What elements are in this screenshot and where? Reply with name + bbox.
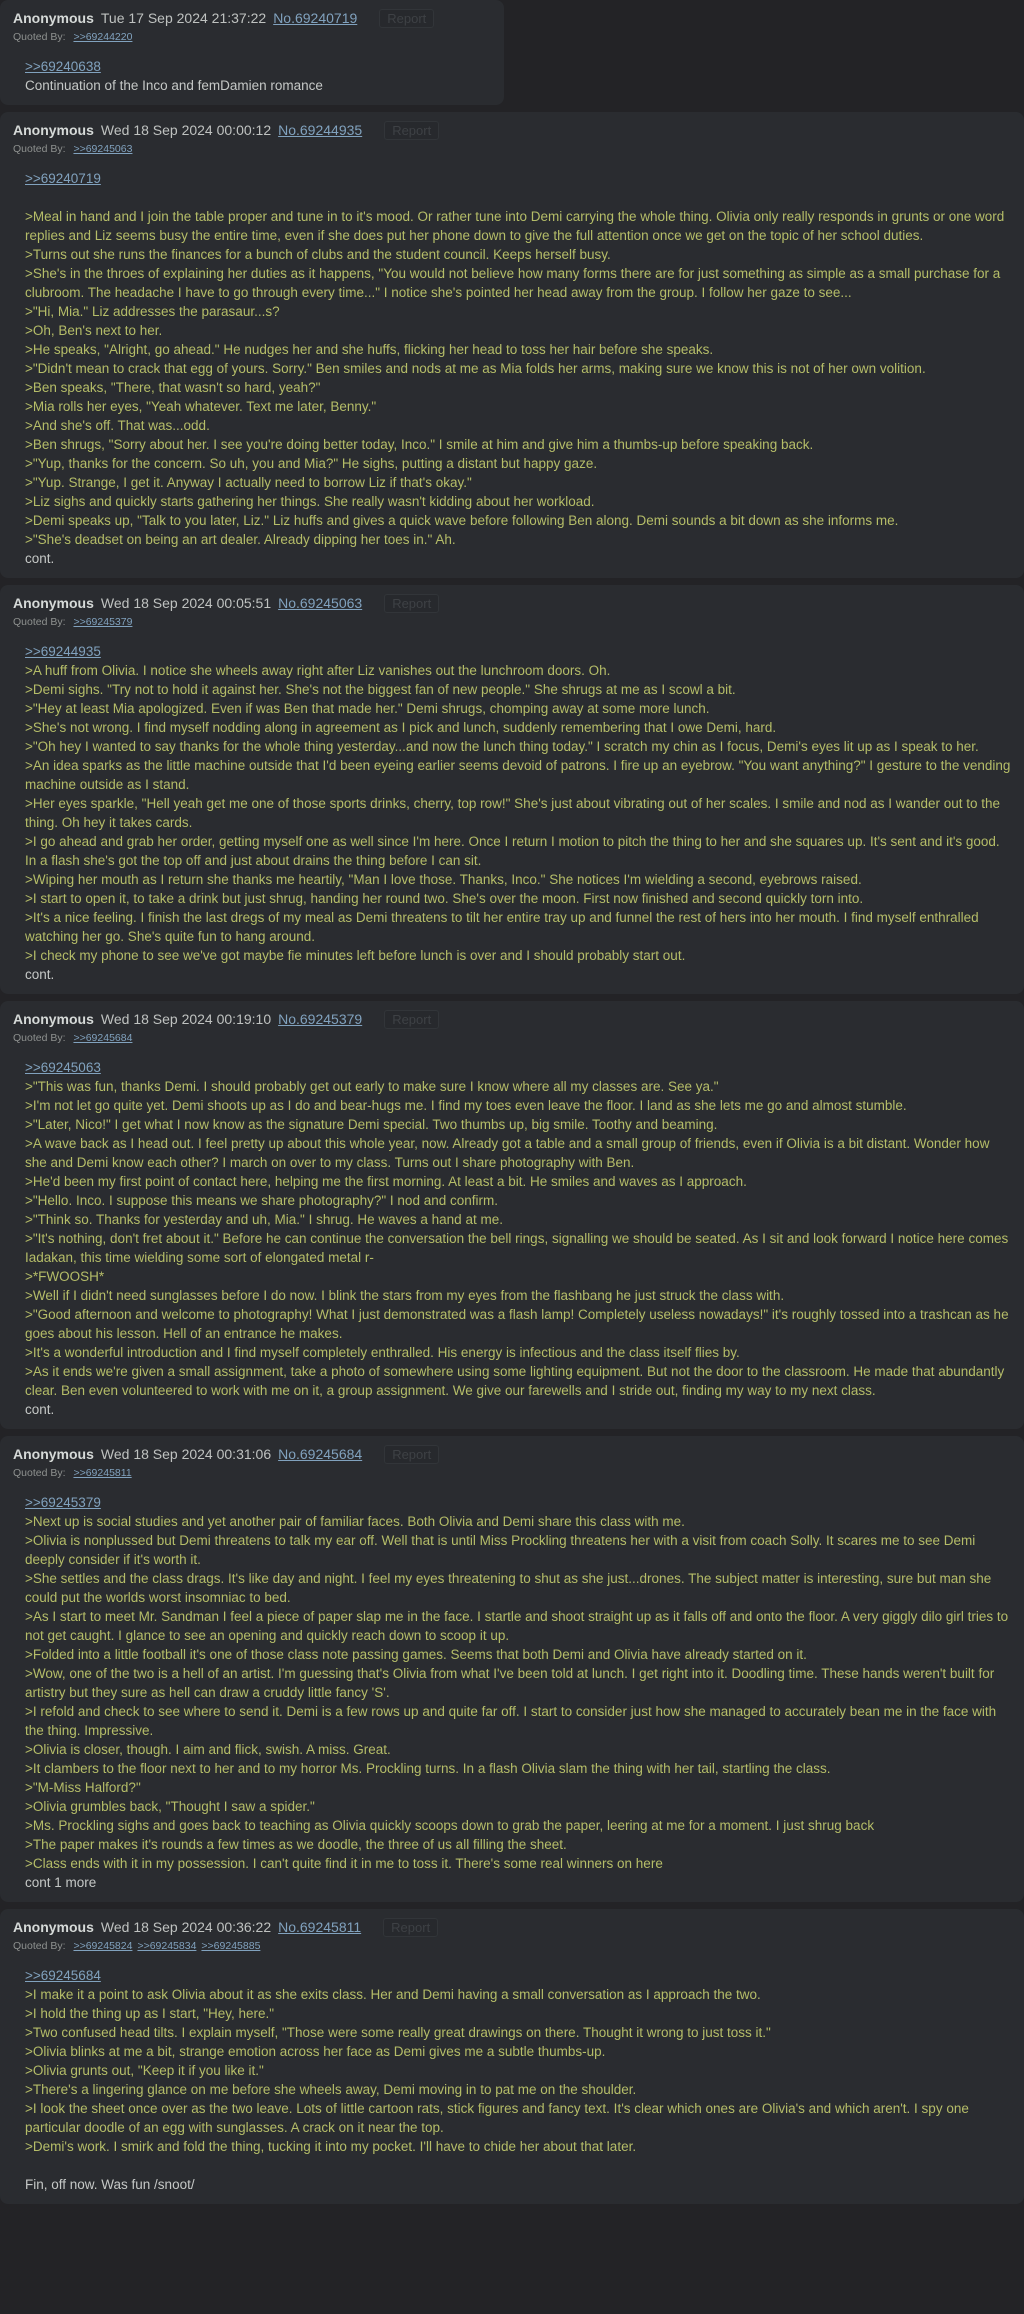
quote-link[interactable]: >>69245684 <box>25 1968 101 1983</box>
post-number-link[interactable]: No.69240719 <box>273 10 358 26</box>
post-header <box>13 1444 1012 1465</box>
greentext-line: >Demi's work. I smirk and fold the thing, tucking it into my pocket. I'll have to chide her about that later. <box>25 2139 637 2154</box>
quoted-by-link[interactable]: >>69245885 <box>201 1940 261 1952</box>
greentext-line: >Next up is social studies and yet another pair of familiar faces. Both Olivia and Demi share this class with me. <box>25 1514 685 1529</box>
greentext-line: >Folded into a little football it's one of those class note passing games. Seems that both Demi and Olivia have already started on it. <box>25 1647 807 1662</box>
greentext-line: >Two confused head tilts. I explain myself, "Those were some really great drawings on there. Thought it wrong to just toss it." <box>25 2025 771 2040</box>
quoted-by <box>13 1031 1012 1045</box>
quote-link[interactable]: >>69240638 <box>25 59 101 74</box>
text-line: cont. <box>25 1402 55 1417</box>
greentext-line: >I hold the thing up as I start, "Hey, here." <box>25 2006 275 2021</box>
blank-line <box>25 188 1012 207</box>
greentext-line: >Liz sighs and quickly starts gathering her things. She really wasn't kidding about her workload. <box>25 494 595 509</box>
quoted-by <box>13 1939 1012 1953</box>
report-button[interactable]: Report <box>379 9 434 28</box>
greentext-line: >An idea sparks as the little machine outside that I'd been eyeing earlier seems devoid of patrons. I fire up an eyebrow. "You want anything?" I gesture to the vending machine outside as I stand. <box>25 758 1011 792</box>
quoted-by <box>13 615 1012 629</box>
post-number-link[interactable]: No.69245379 <box>278 1011 363 1027</box>
greentext-line: >Wow, one of the two is a hell of an artist. I'm guessing that's Olivia from what I've been told at lunch. I get right into it. Doodling time. These hands weren't built for artistry but they sure as hell can draw a cruddy little fancy 'S'. <box>25 1666 995 1700</box>
quoted-by-link[interactable]: >>69245379 <box>73 616 133 628</box>
greentext-line: >Ben speaks, "There, that wasn't so hard, yeah?" <box>25 380 321 395</box>
poster-name: Anonymous <box>13 122 94 138</box>
greentext-line: >A wave back as I head out. I feel pretty up about this whole year, now. Already got a table and a small group of friends, even if Olivia is a bit distant. Wonder how she and Demi know each other? I march on over to my class. Turns out I share photography with Ben. <box>25 1136 990 1170</box>
greentext-line: >Olivia blinks at me a bit, strange emotion across her face as Demi gives me a subtle thumbs-up. <box>25 2044 606 2059</box>
greentext-line: >Turns out she runs the finances for a bunch of clubs and the student council. Keeps herself busy. <box>25 247 611 262</box>
greentext-line: >I go ahead and grab her order, getting myself one as well since I'm here. Once I return I motion to pitch the thing to her and she squares up. It's sent and it's good. In a flash she's got the top off and just about drains the thing before I can sit. <box>25 834 1000 868</box>
greentext-line: >She settles and the class drags. It's like day and night. I feel my eyes threatening to shut as she just...drones. The subject matter is interesting, sure but man she could put the worlds worst insomniac to bed. <box>25 1571 992 1605</box>
greentext-line: >As I start to meet Mr. Sandman I feel a piece of paper slap me in the face. I startle and shoot straight up as it falls off and onto the floor. A very giggly dilo girl tries to not get caught. I glance to see an opening and quickly reach down to scoop it up. <box>25 1609 1009 1643</box>
greentext-line: >Class ends with it in my possession. I can't quite find it in me to toss it. There's some real winners on here <box>25 1856 663 1871</box>
post-header <box>13 593 1012 614</box>
post <box>0 1436 1024 1902</box>
greentext-line: >A huff from Olivia. I notice she wheels away right after Liz vanishes out the lunchroom doors. Oh. <box>25 663 611 678</box>
quoted-by-label: Quoted By: <box>13 31 66 43</box>
quoted-by-link[interactable]: >>69245824 <box>73 1940 133 1952</box>
poster-name: Anonymous <box>13 1011 94 1027</box>
greentext-line: >She's not wrong. I find myself nodding along in agreement as I pick and lunch, suddenly remembering that I owe Demi, hard. <box>25 720 777 735</box>
greentext-line: >Her eyes sparkle, "Hell yeah get me one of those sports drinks, cherry, top row!" She's just about vibrating out of her scales. I smile and nod as I wander out to the thing. Oh hey it takes cards. <box>25 796 1001 830</box>
quoted-by-label: Quoted By: <box>13 143 66 155</box>
quoted-by-link[interactable]: >>69245811 <box>73 1467 132 1479</box>
quoted-by <box>13 30 434 44</box>
greentext-line: >"Hey at least Mia apologized. Even if was Ben that made her." Demi shrugs, chomping away at some more lunch. <box>25 701 710 716</box>
quote-link[interactable]: >>69245379 <box>25 1495 101 1510</box>
greentext-line: >Ben shrugs, "Sorry about her. I see you're doing better today, Inco." I smile at him and give him a thumbs-up before speaking back. <box>25 437 814 452</box>
greentext-line: >"Think so. Thanks for yesterday and uh, Mia." I shrug. He waves a hand at me. <box>25 1212 503 1227</box>
text-line: cont. <box>25 967 55 982</box>
quoted-by-label: Quoted By: <box>13 1032 66 1044</box>
blank-line <box>25 2156 1012 2175</box>
post-body <box>25 1493 1012 1892</box>
post-body <box>25 642 1012 984</box>
post <box>0 112 1024 578</box>
post-body <box>25 1966 1012 2194</box>
greentext-line: >It's a nice feeling. I finish the last dregs of my meal as Demi threatens to tilt her entire tray up and funnel the rest of hers into her mouth. I find myself enthralled watching her go. She's quite fun to hang around. <box>25 910 979 944</box>
quoted-by-link[interactable]: >>69245834 <box>137 1940 197 1952</box>
greentext-line: >"M-Miss Halford?" <box>25 1780 141 1795</box>
greentext-line: >*FWOOSH* <box>25 1269 105 1284</box>
greentext-line: >There's a lingering glance on me before she wheels away, Demi moving in to pat me on the shoulder. <box>25 2082 637 2097</box>
greentext-line: >Meal in hand and I join the table proper and tune in to it's mood. Or rather tune into Demi carrying the whole thing. Olivia only really responds in grunts or one word replies and Liz seems busy the entire time, even if she does put her phone down to give the full attention once we get on the topic of her school duties. <box>25 209 1005 243</box>
greentext-line: >Olivia is nonplussed but Demi threatens to talk my ear off. Well that is until Miss Prockling threatens her with a visit from coach Solly. It scares me to see Demi deeply consider if it's worth it. <box>25 1533 976 1567</box>
body-line <box>25 57 434 76</box>
post-header <box>13 1917 1012 1938</box>
text-line: cont 1 more <box>25 1875 97 1890</box>
greentext-line: >Oh, Ben's next to her. <box>25 323 163 338</box>
quote-link[interactable]: >>69245063 <box>25 1060 101 1075</box>
report-button[interactable]: Report <box>384 594 439 613</box>
body-line <box>25 1493 1012 1512</box>
greentext-line: >Demi speaks up, "Talk to you later, Liz." Liz huffs and gives a quick wave before following Ben along. Demi sounds a bit down as she informs me. <box>25 513 899 528</box>
body-line <box>25 169 1012 188</box>
greentext-line: >As it ends we're given a small assignment, take a photo of somewhere using some lighting equipment. But not the door to the classroom. He made that abundantly clear. Ben even volunteered to work with me on it, a group assignment. We give our farewells and I stride out, finding my way to my next class. <box>25 1364 1005 1398</box>
greentext-line: >Ms. Prockling sighs and goes back to teaching as Olivia quickly scoops down to grab the paper, leering at me for a moment. I just shrug back <box>25 1818 875 1833</box>
post-timestamp: Wed 18 Sep 2024 00:00:12 <box>100 122 272 138</box>
quoted-by-link[interactable]: >>69245063 <box>73 143 133 155</box>
quoted-by-label: Quoted By: <box>13 1467 66 1479</box>
greentext-line: >"Hello. Inco. I suppose this means we share photography?" I nod and confirm. <box>25 1193 498 1208</box>
greentext-line: >"Hi, Mia." Liz addresses the parasaur...s? <box>25 304 280 319</box>
post-number-link[interactable]: No.69245811 <box>278 1919 362 1935</box>
greentext-line: >I start to open it, to take a drink but just shrug, handing her round two. She's over the moon. First now finished and second quickly torn into. <box>25 891 864 906</box>
post-number-link[interactable]: No.69245684 <box>278 1446 363 1462</box>
quote-link[interactable]: >>69240719 <box>25 171 101 186</box>
text-line: Continuation of the Inco and femDamien romance <box>25 78 323 93</box>
text-line: Fin, off now. Was fun /snoot/ <box>25 2177 195 2192</box>
quoted-by-link[interactable]: >>69244220 <box>73 31 133 43</box>
text-line: cont. <box>25 551 55 566</box>
post-timestamp: Wed 18 Sep 2024 00:05:51 <box>100 595 272 611</box>
greentext-line: >Olivia is closer, though. I aim and flick, swish. A miss. Great. <box>25 1742 391 1757</box>
poster-name: Anonymous <box>13 1446 94 1462</box>
report-button[interactable]: Report <box>384 121 439 140</box>
greentext-line: >"She's deadset on being an art dealer. Already dipping her toes in." Ah. <box>25 532 456 547</box>
post-timestamp: Wed 18 Sep 2024 00:36:22 <box>100 1919 272 1935</box>
post-timestamp: Tue 17 Sep 2024 21:37:22 <box>100 10 267 26</box>
quote-link[interactable]: >>69244935 <box>25 644 101 659</box>
greentext-line: >She's in the throes of explaining her duties as it happens, "You would not believe how many forms there are for just something as simple as a small purchase for a clubroom. The headache I have to go through every time..." I notice she's pointed her head away from the group. I follow her gaze to see... <box>25 266 1001 300</box>
greentext-line: >Olivia grunts out, "Keep it if you like it." <box>25 2063 264 2078</box>
poster-name: Anonymous <box>13 1919 94 1935</box>
post-header <box>13 120 1012 141</box>
greentext-line: >"It's nothing, don't fret about it." Before he can continue the conversation the bell rings, signalling we should be seated. As I sit and look forward I notice here comes Iadakan, this time wielding some sort of elongated metal r- <box>25 1231 1009 1265</box>
greentext-line: >Mia rolls her eyes, "Yeah whatever. Text me later, Benny." <box>25 399 377 414</box>
greentext-line: >The paper makes it's rounds a few times as we doodle, the three of us all filling the sheet. <box>25 1837 567 1852</box>
report-button[interactable]: Report <box>383 1918 438 1937</box>
post-timestamp: Wed 18 Sep 2024 00:31:06 <box>100 1446 272 1462</box>
report-button[interactable]: Report <box>384 1445 439 1464</box>
greentext-line: >Olivia grumbles back, "Thought I saw a spider." <box>25 1799 315 1814</box>
post-body <box>25 1058 1012 1419</box>
greentext-line: >Wiping her mouth as I return she thanks me heartily, "Man I love those. Thanks, Inco." She notices I'm wielding a second, eyebrows raised. <box>25 872 862 887</box>
greentext-line: >I check my phone to see we've got maybe fie minutes left before lunch is over and I should probably start out. <box>25 948 686 963</box>
body-line <box>25 1966 1012 1985</box>
greentext-line: >"Yup, thanks for the concern. So uh, you and Mia?" He sighs, putting a distant but happy gaze. <box>25 456 598 471</box>
poster-name: Anonymous <box>13 10 94 26</box>
greentext-line: >"Good afternoon and welcome to photography! What I just demonstrated was a flash lamp! Completely useless nowadays!" it's roughly tossed into a trashcan as he goes about his lesson. Hell of an entrance he makes. <box>25 1307 1009 1341</box>
quoted-by <box>13 142 1012 156</box>
greentext-line: >"This was fun, thanks Demi. I should probably get out early to make sure I know where all my classes are. See ya." <box>25 1079 719 1094</box>
greentext-line: >Well if I didn't need sunglasses before I do now. I blink the stars from my eyes from the flashbang he just struck the class with. <box>25 1288 785 1303</box>
body-line <box>25 642 1012 661</box>
greentext-line: >I'm not let go quite yet. Demi shoots up as I do and bear-hugs me. I find my toes even leave the floor. I land as she lets me go and almost stumble. <box>25 1098 907 1113</box>
report-button[interactable]: Report <box>384 1010 439 1029</box>
greentext-line: >I look the sheet once over as the two leave. Lots of little cartoon rats, stick figures and fancy text. It's clear which ones are Olivia's and which aren't. I spy one particular doodle of an egg with sunglasses. A crack on it near the top. <box>25 2101 969 2135</box>
post-body <box>25 169 1012 568</box>
greentext-line: >"Yup. Strange, I get it. Anyway I actually need to borrow Liz if that's okay." <box>25 475 472 490</box>
post <box>0 1909 1024 2204</box>
post <box>0 585 1024 994</box>
greentext-line: >It's a wonderful introduction and I find myself completely enthralled. His energy is infectious and the class itself flies by. <box>25 1345 740 1360</box>
greentext-line: >Demi sighs. "Try not to hold it against her. She's not the biggest fan of new people." She shrugs at me as I scowl a bit. <box>25 682 736 697</box>
quoted-by-link[interactable]: >>69245684 <box>73 1032 133 1044</box>
greentext-line: >He speaks, "Alright, go ahead." He nudges her and she huffs, flicking her head to toss her hair before she speaks. <box>25 342 714 357</box>
post-header <box>13 1009 1012 1030</box>
post-body <box>25 57 434 95</box>
post-timestamp: Wed 18 Sep 2024 00:19:10 <box>100 1011 272 1027</box>
quoted-by-label: Quoted By: <box>13 616 66 628</box>
greentext-line: >And she's off. That was...odd. <box>25 418 210 433</box>
post-header <box>13 8 434 29</box>
greentext-line: >He'd been my first point of contact here, helping me the first morning. At least a bit. He smiles and waves as I approach. <box>25 1174 747 1189</box>
post-number-link[interactable]: No.69245063 <box>278 595 363 611</box>
greentext-line: >It clambers to the floor next to her and to my horror Ms. Prockling turns. In a flash Olivia slam the thing with her tail, startling the class. <box>25 1761 831 1776</box>
quoted-by-label: Quoted By: <box>13 1940 66 1952</box>
greentext-line: >I make it a point to ask Olivia about it as she exits class. Her and Demi having a small conversation as I approach the two. <box>25 1987 761 2002</box>
greentext-line: >I refold and check to see where to send it. Demi is a few rows up and quite far off. I start to consider just how she managed to accurately bean me in the face with the thing. Impressive. <box>25 1704 997 1738</box>
greentext-line: >"Later, Nico!" I get what I now know as the signature Demi special. Two thumbs up, big smile. Toothy and beaming. <box>25 1117 718 1132</box>
post <box>0 1001 1024 1429</box>
greentext-line: >"Didn't mean to crack that egg of yours. Sorry." Ben smiles and nods at me as Mia folds her arms, making sure we know this is not of her own volition. <box>25 361 926 376</box>
greentext-line: >"Oh hey I wanted to say thanks for the whole thing yesterday...and now the lunch thing today." I scratch my chin as I focus, Demi's eyes lit up as I speak to her. <box>25 739 979 754</box>
post-number-link[interactable]: No.69244935 <box>278 122 363 138</box>
body-line <box>25 1058 1012 1077</box>
post <box>0 0 504 105</box>
quoted-by <box>13 1466 1012 1480</box>
poster-name: Anonymous <box>13 595 94 611</box>
